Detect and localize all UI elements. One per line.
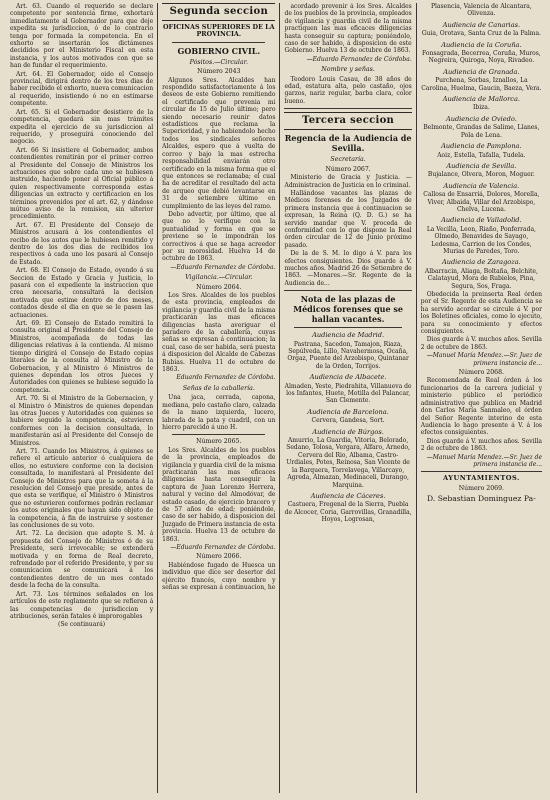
subheading-vigilancia: Vigilancia.—Circular. — [185, 274, 253, 282]
subheading-senas: Señas de la caballería. — [182, 384, 255, 392]
notice-text: Ministerio de Gracia y Justicia. —Administracion de Justicia en lo criminal. — [284, 174, 412, 189]
regulation-articles — [10, 3, 153, 620]
article-68: Art. 68. El Consejo de Estado, oyendo á su Seccion de Estado y Gracia y Justicia, lo pasará con el expediente la instruccion que crea necesaria, consultará la decision motivada que estime dentro de dos meses, contados desde el dia en que se le pasen las actuaciones. — [10, 267, 154, 319]
column-3-third-section — [280, 3, 415, 793]
signature: —Eduardo Fernandez de Córdoba. — [170, 263, 276, 271]
office-title: OFICINAS SUPERIORES DE LA PROVINCIA. — [162, 23, 275, 39]
notice-number: Número 2067. — [325, 165, 371, 173]
town-list: La Vecilla, Leon, Riaño, Ponferrada, Olmedo, Benavides de Sayago, Ledesma, Carrion de los Condes, Murias de Paredes, Toro. — [426, 225, 536, 255]
audiencia-heading: Audiencia de Madrid. — [312, 331, 385, 340]
audiencia-heading: Audiencia de Mallorca. — [442, 95, 521, 104]
town-list: Belmonte, Grandas de Salime, Llanes, Pola de Lena. — [423, 124, 540, 139]
notice-number: Número 2069. — [458, 484, 505, 492]
audiencia-heading: Audiencia de Valencia. — [443, 181, 520, 190]
notice-text: Recomendada de Real órden á los funcionarios de la carrera judicial y ministerio público el periódico administrativo que publica en Madrid don Carlos María Sanmaleo, el órden del Señor Regente interino de esta Audiencia lo hago presente á V. á los efectos consiguientes. — [420, 377, 543, 437]
notice-text: Habiéndose fugado de Huesca un individuo que dice ser desertor del ejército francés, cuyo nombre y señas se expresan á continuacion, he — [162, 561, 276, 592]
article-73: Art. 73. Los términos señalados en los artículos de este reglamento que se refieren á las competencias de jurisdiccion y atribuciones, serán fatales é improrogables — [10, 590, 154, 620]
signature: Eduardo Fernandez de Córdoba. — [176, 374, 276, 382]
column-4-audiencias — [417, 3, 546, 793]
subheading-positos: Pósitos.—Circular. — [189, 58, 249, 66]
notice-text: De la de S. M. lo digo á V. para los efectos consiguientes. Dios guarde á V. muchos años. Madrid 26 de Setiembre de 1863. —Monares.—Sr. Regente de la Audiencia de... — [284, 250, 412, 287]
notice-text: Debo advertir, por último, que al que no lo verifique con la puntualidad y forma en que se previene se le impondrán los correctivos á que se haga acreedor por su morosidad. Huelva 14 de octubre de 1863. — [162, 210, 276, 263]
divider — [294, 327, 401, 328]
notice-list-title: Nota de las plazas de Médicos forenses que se hallan vacantes. — [293, 294, 403, 325]
signature: —Manuel María Mendez.—Sr. Juez de primera instancia de... — [426, 352, 543, 367]
town-list: Amurrio, La Guardia, Vitoria, Belorado, Sedano, Tolosa, Vergara, Alfaro, Arnedo, Cervera del Rio, Albama, Castro-Urdiales, Potes, Reinosa, San Vicente de la Barquera, Torrelavega, Villarcayo, Agreda, Almazan, Medinaceli, Durango, Marquina. — [286, 437, 410, 489]
article-69: Art. 69. El Consejo de Estado remitirá la consulta original al Presidente del Consejo de Ministros, acompañada de todas las diligencias relativas á la contienda. Al mismo tiempo dirigirá el Consejo de Estado copias literales de la consulta al Ministro de la Gobernacion, y al Ministro ó Ministros de quienes dependan los otros Jueces y Autoridades con quienes se hubiese seguido la competencia. — [10, 320, 154, 394]
section-title: Segunda seccion — [162, 3, 275, 21]
town-list: Albarracin, Aliaga, Boltaña, Belchite, Calatayud, Mora de Rubielos, Pina, Segura, Sos, Fraga. — [424, 267, 538, 290]
audiencia-heading: Audiencia de Valladolid. — [441, 216, 522, 225]
subheading-nombre: Nombre y señas. — [321, 66, 375, 74]
audiencia-heading: Audiencia de la Coruña. — [441, 40, 522, 49]
notice-text: Teodoro Louis Casau, de 38 años de edad, estatura alta, pelo castaño, ojos garzos, nariz regular, barba clara, color bueno. — [284, 75, 412, 105]
divider — [172, 434, 265, 435]
audiencia-heading: Audiencia de Granada. — [443, 67, 520, 76]
section-title: Tercera seccion — [284, 112, 411, 130]
article-65: Art. 65. Si el Gobernador desistiere de la competencia, quedará sin mas trámites expedita el ejercicio de su jurisdiccion al requerido, y proseguirá conociendo del negocio. — [10, 108, 154, 146]
notice-start: D. Sebastian Dominguez Pa- — [427, 494, 536, 504]
audiencia-heading: Audiencia de Canarias. — [442, 20, 521, 29]
divider — [284, 290, 411, 291]
notice-text: Los Sres. Alcaldes de los pueblos de esta provincia, empleados de vigilancia y guardia civil de la misma practicarán las mas eficaces diligencias hasta averiguar el paradero de la caballería, cuyas señas se expresan á continuacion; la cual, caso de ser habida, será puesta á disposicion del Alcalde de Cabezas Rubias. Huelva 11 de octubre de 1863. — [162, 292, 276, 374]
notice-number: Número 2066. — [196, 553, 242, 561]
town-list: Aoiz, Estella, Tafalla, Tudela. — [437, 151, 526, 159]
town-list: Castuera, Fregenal de la Sierra, Puebla de Alcocer, Coria, Garrovillas, Granadilla, Hoyos, Logrosan, — [284, 501, 412, 524]
continued-note: (Se continuará) — [57, 621, 106, 629]
ayuntamientos-heading: AYUNTAMIENTOS. — [442, 474, 520, 483]
notice-number: Número 2068. — [458, 369, 505, 377]
notice-number: Número 2065. — [196, 438, 242, 446]
audiencia-heading: Audiencia de Cáceres. — [310, 491, 386, 500]
columns — [6, 3, 546, 793]
notice-text: Una jaca, cerrada, capona, mediana, pelo castaño claro, calzada de la mano izquierda, lucero, labrada de la pata y cuadril, con un hierro parecido á uno H. — [162, 394, 276, 431]
town-list: Plasencia, Valencia de Alcantara, Olivenza. — [430, 3, 532, 18]
signature: —Manuel María Mendez.—Sr. Juez de primera instancia de... — [426, 453, 543, 468]
town-list: Guia, Orotava, Santa Cruz de la Palma. — [421, 30, 541, 38]
notice-text: Dios guarde á V. muchos años. Sevilla 2 de octubre de 1863. — [420, 437, 543, 453]
notice-number: Número 2064. — [196, 283, 242, 291]
article-70: Art. 70. Si el Ministro de la Gobernacion, y el Ministro ó Ministros de quienes dependan las otras Jueces y Autoridades con quienes se hubiere seguido la competencia, estuvieren conformes con la decision consultada, lo manifestarán así al Presidente del Consejo de Ministros. — [10, 395, 154, 447]
town-list: Fonsagrada, Becerrea, Coruña, Muros, Negreira, Quiroga, Noya, Rivadeo. — [422, 50, 541, 65]
town-list: Callosa de Ensarriá, Dolores, Morella, Viver, Albaida, Villar del Arzobispo, Chelva, Lucena. — [423, 191, 540, 213]
town-list: Cervera, Gandesa, Sort. — [311, 417, 385, 425]
town-list: Bujalance, Olvera, Moron, Moguer. — [427, 171, 535, 179]
notice-number: Número 2043 — [197, 68, 241, 76]
notice-text: Hallándose vacantes las plazas de Médicos forenses de los Juzgados de primera instancia que á continuacion se expresan, la Reina (Q. D. G.) se ha servido mandar que V. proceda de conformidad con lo que dispone la Real órden circular de 12 de Junio próximo pasado. — [284, 189, 412, 249]
audiencia-heading: Audiencia de Barcelona. — [307, 407, 389, 416]
audiencia-heading: Audiencia de Zaragoza. — [441, 258, 521, 267]
article-66: Art. 66 Si insistiere el Gobernador, ambos contendientes remitirán por el primer correo al Presidente del Consejo de Ministros los actuaciones que sobre cada uno se hubiesen instruido, haciendo poner al Oficial público á quien respectivamente corresponda estas diligencias un extracto y certificacion en los términos prevenidos por el art. 62, y dándose mútuo aviso de la remision, sin ulterior procedimiento. — [10, 146, 154, 221]
town-list: Almaden, Yeste, Piedrahita, Villanueva de los Infantes, Huete, Motilla del Palancar, San Clemente. — [284, 382, 412, 405]
town-list: Pastrana, Sacedon, Tamajon, Riaza, Sepúlveda, Lillo, Navahermosa, Ocaña, Orgaz, Puente del Arzobispo, Quintanar de la Orden, Torrijos. — [287, 340, 409, 370]
notice-text: Obedecida la preinserta Real órden por el Sr. Regente de esta Audiencia se ha servido acordar se circule á V. por los Boletines oficiales, como lo ejecuto, para su conocimiento y efectos consiguientes. — [420, 291, 543, 336]
notice-text: Algunos Sres. Alcaldes han respondido satisfactoriamente á los deseos de este Gobierno remitiendo el certificado que prevenia mi circular de 15 de Julio último; pero siendo necesario reunir datos estadísticos que reclama la Superioridad, y no habiendolo hecho todos los sindicales señores Alcaldes, espero que á vuelta de correo y bajo la mas estrecha responsabilidad enviarán otro certificado en la misma forma que el que entonces se reclamaba; el cual ha de acreditar el resultado del acta de arqueo que debió levantarse en 31 de setiembre último en cumplimiento de las leyes del ramo. — [162, 76, 276, 210]
divider — [172, 42, 265, 43]
article-67: Art. 67. El Presidente del Consejo de Ministros acusará á los contendientes el recibo de los autos que le hubiesen remitido y dentro de los dos dias de recibidos los respectivos á cada uno los pasará al Consejo de Estado. — [10, 221, 154, 266]
notice-text: acordado prevenir á los Sres. Alcaldes de los pueblos de la provincia, empleados de vigilancia y guardia civil de la misma practiquen las mas eficaces diligencias hasta conseguir su captura; poniéndolo, caso de ser habido, á disposicion de este Gobierno. Huelva 13 de octubre de 1863. — [284, 3, 412, 55]
column-2-second-section — [158, 3, 279, 793]
court-title: Regencia de la Audiencia de Sevilla. — [284, 133, 412, 154]
town-list: Purchena, Sorbas, Iznallos, La Carolina, Huelma, Gaucin, Baeza, Vera. — [421, 77, 542, 92]
divider — [284, 108, 411, 109]
notice-text: Dios guarde á V. muchos años. Sevilla 2 de octubre de 1863. — [420, 336, 543, 351]
audiencia-heading: Audiencia de Búrgos. — [312, 427, 384, 436]
signature: —Eduardo Fernandez de Córdoba. — [170, 544, 276, 551]
audiencia-heading: Audiencia de Oviedo. — [445, 114, 517, 123]
audiencia-heading: Audiencia de Albacete. — [309, 373, 387, 382]
gov-title: GOBIERNO CIVIL. — [177, 45, 261, 56]
article-71: Art. 71. Cuando los Ministros, á quienes se refiere el artículo anterior ó cualquiera de ellos, no estuviere conforme con la decision consultada, lo manifestará al Presidente del Consejo de Ministros para que la someta á la resolucion del Consejo que preside, antes de que esta se verifique, el Ministro ó Ministros que no estuvieren conformes podrán reclamar los autos originales que hayan sido objeto de la competencia, á fin de instruirse y sostener las conclusiones de su voto. — [10, 447, 154, 530]
divider — [421, 471, 542, 472]
audiencia-heading: Audiencia de Pamplona. — [441, 142, 522, 151]
town-list: Ibiza. — [472, 104, 490, 112]
notice-text: Los Sres. Alcaldes de los pueblos de la provincia, empleados de vigilancia y guardia civil de la misma practicarán las mas eficaces diligencias hasta conseguir la captura de Juan Lorenzo Herrera, natural y vecino del Almodóvar, de estado casado, de ejercicio bracero y de 57 años de edad; poniéndole, caso de ser habido, á disposicion del Juzgado de Primera instancia de esta provincia. Huelva 13 de octubre de 1863. — [162, 446, 276, 543]
article-72: Art. 72. La decision que adopte S. M. á propuesta del Consejo de Ministros ó de su Presidente, será irrevocable; se extenderá motivada y en forma de Real decreto, refrendado por el referido Presidente, y por su comunicacion se comunicará á los contendientes dentro de un mes contado desde la fecha de la consulta. — [10, 530, 154, 590]
article-63: Art. 63. Cuando el requerido se declare competente por sentencia firme, exhortará inmediatamente al Gobernador para que deje expedita su jurisdiccion, ó de lo contrario tenga por formada la competencia. En el exhorto se insertarán los dictámenes decididos por el Ministerio Fiscal en esta instancia, y los autos motivados con que se han de fundar el requerimiento. — [10, 3, 154, 70]
column-1-regulation — [6, 3, 157, 793]
audiencia-heading: Audiencia de Sevilla. — [446, 161, 517, 170]
article-64: Art. 64. El Gobernador, oido el Consejo provincial, dirigirá dentro de los tres dias de haber recibido el exhorto, nueva comunicacion al requerido, insistiendo ó no en estimarse competente. — [10, 70, 154, 108]
signature: —Eduardo Fernandez de Córdoba. — [306, 55, 412, 63]
subheading-secretaria: Secretaría. — [330, 156, 366, 164]
